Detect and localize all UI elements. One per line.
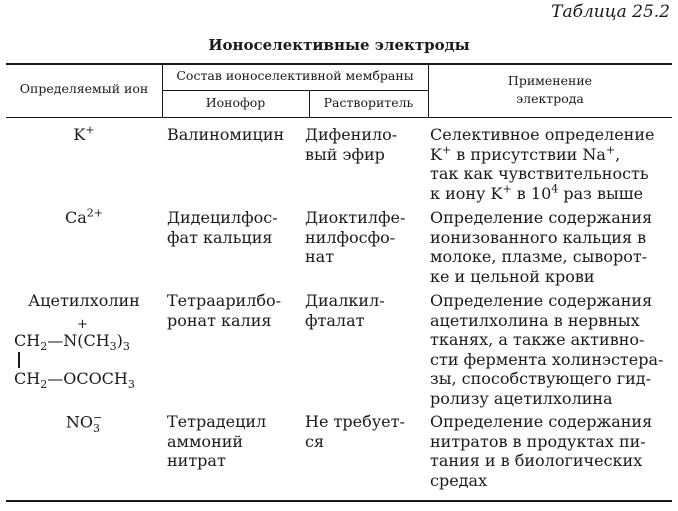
formula-vertical-bond [18, 352, 20, 368]
row1-ionophore: Валиномицин [167, 125, 285, 144]
row2-solvent: Диоктилфе- нилфосфо- нат [305, 208, 406, 266]
row4-solvent: Не требует- ся [305, 412, 405, 451]
table-title: Ионоселективные электроды [208, 36, 470, 54]
table-number: Таблица 25.2 [551, 2, 670, 22]
formula-line1: $CH_2—N(CH_3)_3$ [14, 331, 130, 354]
row3-ionophore: Тетраарилбо- ронат калия [167, 291, 282, 330]
row1-ion: K+ [73, 123, 95, 144]
header-bottom-rule [6, 117, 672, 118]
row3-solvent: Диалкил- фталат [305, 291, 385, 330]
formula-line2: $CH_2—OCOCH_3$ [14, 369, 135, 392]
row4-ionophore: Тетрадецил аммоний нитрат [167, 412, 267, 470]
row4-ion: NO − 3 [65, 411, 103, 435]
row2-application: Определение содержания ионизованного кальция в молоке, плазме, сыворот- ке и цельной крови [430, 208, 653, 286]
row4-application: Определение содержания нитратов в продуктах пи- тания и в биологических средах [430, 412, 653, 490]
header-application: Применение электрода [507, 73, 593, 106]
header-membrane: Состав ионоселективной мембраны [176, 68, 414, 83]
formula-charge: + [77, 317, 88, 332]
row2-ionophore: Дидецилфос- фат кальция [167, 208, 278, 247]
top-rule [6, 63, 672, 65]
row3-ion: Ацетилхолин [28, 291, 140, 310]
header-solvent: Растворитель [323, 95, 414, 110]
header-ionophore: Ионофор [205, 95, 266, 110]
row1-application: Селективное определение K+ в присутствии Na+, так как чувствительность к иону K+ в $10^4$ раз выше [430, 125, 655, 203]
bottom-rule [6, 500, 672, 502]
row1-solvent: Дифенило- вый эфир [305, 125, 398, 164]
subheader-rule [162, 90, 428, 91]
header-ion: Определяемый ион [19, 81, 149, 96]
row2-ion: $Ca^{2+}$ [65, 206, 103, 227]
row3-application: Определение содержания ацетилхолина в нервных тканях, а также активно- сти фермента холинэстера- зы, способствующего гид- ролизу ацетилхолина [430, 291, 664, 408]
